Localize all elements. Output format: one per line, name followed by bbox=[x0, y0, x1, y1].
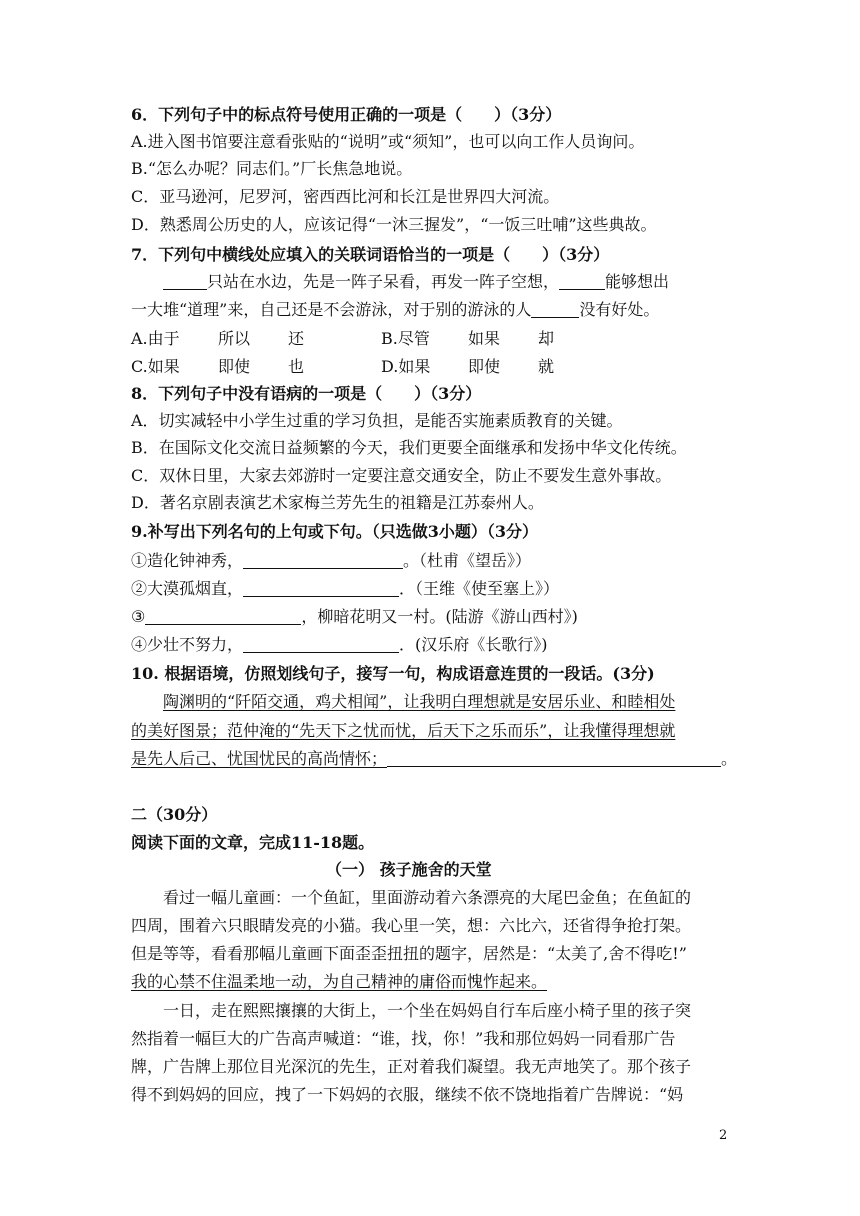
article-paragraph-line: 一日，走在熙熙攘攘的大街上，一个坐在妈妈自行车后座小椅子里的孩子突 bbox=[163, 1001, 692, 1020]
q9-item-4-pre: ④少壮不努力， bbox=[131, 635, 244, 654]
q9-item-2-blank[interactable] bbox=[243, 580, 399, 597]
q7-option-a-label: A.由于 bbox=[131, 329, 180, 348]
q7-option-b-label: B.尽管 bbox=[381, 329, 430, 348]
q9-item-1-post: 。（杜甫《望岳》） bbox=[403, 551, 532, 570]
q7-option-b-word2: 如果 bbox=[468, 329, 501, 348]
q9-item-2 bbox=[131, 578, 559, 600]
q9-item-3 bbox=[131, 606, 578, 628]
q8-option-a: A．切实减轻中小学生过重的学习负担，是能否实施素质教育的关键。 bbox=[131, 411, 623, 430]
q6-option-c: C．亚马逊河，尼罗河，密西西比河和长江是世界四大河流。 bbox=[131, 187, 560, 206]
article-paragraph-line: 牌，广告牌上那位目光深沉的先生，正对着我们凝望。我无声地笑了。那个孩子 bbox=[131, 1057, 692, 1076]
q10-line3-text: 是先人后己、忧国忧民的高尚情怀； bbox=[131, 749, 388, 768]
q7-option-a-word2: 所以 bbox=[218, 329, 251, 348]
q9-item-4 bbox=[131, 634, 548, 656]
q10-context-line1: 陶渊明的“阡陌交通，鸡犬相闻”，让我明白理想就是安居乐业、和睦相处 bbox=[163, 692, 676, 711]
q10-context-line3 bbox=[131, 748, 737, 770]
q7-line1-text-a: 只站在水边，先是一阵子呆看，再发一阵子空想， bbox=[207, 272, 560, 291]
page-number: 2 bbox=[719, 1128, 728, 1143]
q7-sentence-line2 bbox=[131, 299, 659, 321]
q9-item-2-pre: ②大漠孤烟直， bbox=[131, 579, 244, 598]
q7-title: 7．下列句中横线处应填入的关联词语恰当的一项是（ ）（3分） bbox=[131, 245, 610, 264]
q7-line1-text-b: 能够想出 bbox=[605, 272, 670, 291]
q6-option-b: B.“怎么办呢？同志们。”厂长焦急地说。 bbox=[131, 159, 413, 178]
q7-option-d-label: D.如果 bbox=[381, 357, 431, 376]
q7-option-d-word3: 就 bbox=[538, 357, 555, 376]
q7-option-d-word2: 即使 bbox=[468, 357, 501, 376]
article-paragraph-line: 然指着一幅巨大的广告高声喊道：“谁，找，你！”我和那位妈妈一同看那广告 bbox=[131, 1029, 676, 1048]
article-title: （一） 孩子施舍的天堂 bbox=[326, 860, 492, 879]
article-paragraph-line: 得不到妈妈的回应，拽了一下妈妈的衣服，继续不依不饶地指着广告牌说：“妈 bbox=[131, 1085, 684, 1104]
q9-title: 9.补写出下列名句的上句或下句。（只选做3小题）（3分） bbox=[131, 522, 538, 541]
q7-option-c-word3: 也 bbox=[288, 357, 305, 376]
q7-line2-text-a: 一大堆“道理”来，自己还是不会游泳，对于别的游泳的人 bbox=[131, 300, 532, 319]
q6-option-d: D．熟悉周公历史的人，应该记得“一沐三握发”，“一饭三吐哺”这些典故。 bbox=[131, 215, 657, 234]
section2-heading: 二（30分） bbox=[131, 805, 218, 824]
q10-title: 10. 根据语境，仿照划线句子，接写一句，构成语意连贯的一段话。(3分) bbox=[131, 664, 655, 683]
q9-item-1-blank[interactable] bbox=[243, 552, 403, 569]
q8-title: 8．下列句子中没有语病的一项是（ ）（3分） bbox=[131, 384, 482, 403]
q9-item-1-pre: ①造化钟神秀， bbox=[131, 551, 244, 570]
q7-option-a-word3: 还 bbox=[288, 329, 305, 348]
q8-option-d: D．著名京剧表演艺术家梅兰芳先生的祖籍是江苏泰州人。 bbox=[131, 493, 544, 512]
q9-item-3-pre: ③ bbox=[131, 607, 146, 626]
q9-item-3-blank[interactable] bbox=[145, 608, 301, 625]
q7-option-c-word2: 即使 bbox=[218, 357, 251, 376]
q8-option-b: B．在国际文化交流日益频繁的今天，我们更要全面继承和发扬中华文化传统。 bbox=[131, 438, 687, 457]
q7-line2-text-b: 没有好处。 bbox=[579, 300, 660, 319]
q7-option-c-label: C.如果 bbox=[131, 357, 180, 376]
q7-blank-3 bbox=[531, 301, 579, 318]
q9-item-4-blank[interactable] bbox=[243, 636, 399, 653]
q9-item-4-post: ．(汉乐府《长歌行》) bbox=[399, 635, 548, 654]
q7-sentence-line1 bbox=[131, 271, 669, 293]
article-paragraph-line: 但是等等，看看那幅儿童画下面歪歪扭扭的题字，居然是：“太美了,舍不得吃!” bbox=[131, 944, 687, 963]
article-paragraph-line: 四周，围着六只眼睛发亮的小猫。我心里一笑，想：六比六，还省得争抢打架。 bbox=[131, 916, 692, 935]
section2-instruction: 阅读下面的文章，完成11-18题。 bbox=[131, 833, 375, 852]
q8-option-c: C．双休日里，大家去郊游时一定要注意交通安全，防止不要发生意外事故。 bbox=[131, 466, 672, 485]
article-paragraph-line: 看过一幅儿童画：一个鱼缸，里面游动着六条漂亮的大尾巴金鱼；在鱼缸的 bbox=[163, 888, 692, 907]
q7-blank-1 bbox=[163, 273, 207, 290]
q9-item-1 bbox=[131, 550, 531, 572]
q7-option-b-word3: 却 bbox=[538, 329, 555, 348]
q9-item-3-post: ，柳暗花明又一村。(陆游《游山西村》) bbox=[301, 607, 578, 626]
article-underlined-sentence: 我的心禁不住温柔地一动，为自己精神的庸俗而愧怍起来。 bbox=[131, 972, 548, 991]
q10-answer-blank[interactable] bbox=[387, 750, 721, 767]
q7-options-row-1 bbox=[131, 328, 554, 350]
q6-title: 6．下列句子中的标点符号使用正确的一项是（ ）（3分） bbox=[131, 105, 562, 124]
q7-blank-2 bbox=[559, 273, 605, 290]
q7-options-row-2 bbox=[131, 356, 554, 378]
q9-item-2-post: ．（王维《使至塞上》） bbox=[399, 579, 560, 598]
q6-option-a: A.进入图书馆要注意看张贴的“说明”或“须知”，也可以向工作人员询问。 bbox=[131, 132, 645, 151]
q10-context-line2: 的美好图景；范仲淹的“先天下之忧而忧，后天下之乐而乐”，让我懂得理想就 bbox=[131, 721, 676, 740]
q10-line3-end: 。 bbox=[721, 749, 738, 768]
